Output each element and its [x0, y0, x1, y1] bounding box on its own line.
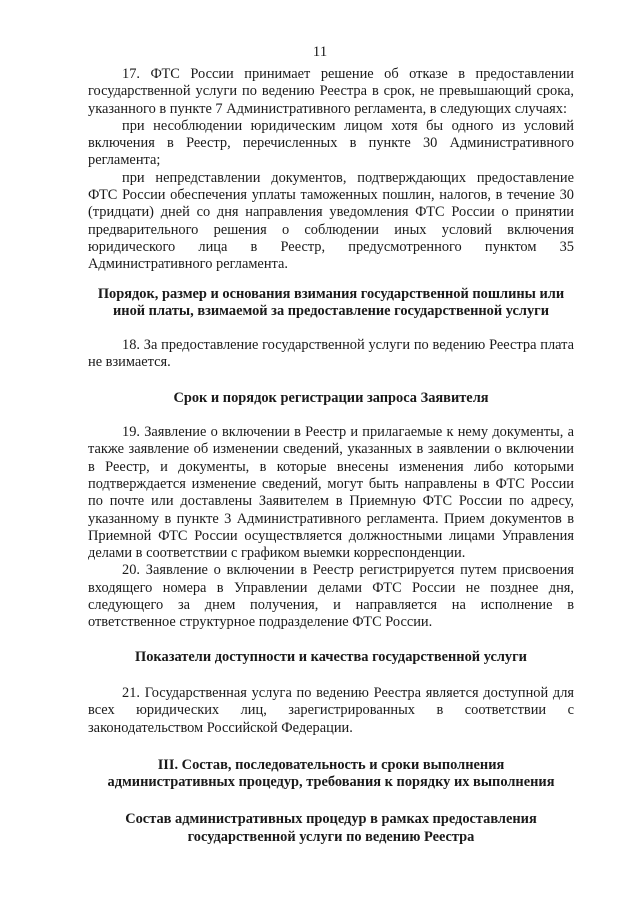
page-number: 11 — [312, 44, 328, 60]
heading-indicators: Показатели доступности и качества государственной услуги — [135, 648, 527, 665]
heading-fee: Порядок, размер и основания взимания государственной пошлины или иной платы, взимаемой за предоставление государственной услуги — [97, 285, 565, 319]
paragraph-17: 17. ФТС России принимает решение об отказе в предоставлении государственной услуги по ведению Реестра в срок, не превышающий срока, указанного в пункте 7 Административного регламента, в следующих случаях: — [88, 66, 574, 117]
paragraph-17-case-2: при непредставлении документов, подтверждающих предоставление ФТС России обеспечения уплаты таможенных пошлин, налогов, в течение 30 (тридцати) дней со дня направления уведомления ФТС России о принятии предварительного решения о соблюдении иных условий включения юридического лица в Реестр, предусмотренного пунктом 35 Административного регламента. — [88, 169, 574, 273]
procedures-heading-line-2: государственной услуги по ведению Реестра — [187, 828, 475, 845]
paragraph-17-case-1: при несоблюдении юридическим лицом хотя бы одного из условий включения в Реестр, перечисленных в пункте 30 Административного регламента; — [88, 117, 574, 169]
procedures-heading — [88, 811, 574, 846]
section-3-heading-line-2: административных процедур, требования к порядку их выполнения — [107, 774, 555, 791]
paragraph-18: 18. За предоставление государственной услуги по ведению Реестра плата не взимается. — [88, 337, 574, 371]
heading-registration: Срок и порядок регистрации запроса Заявителя — [173, 389, 489, 406]
section-3-heading-line-1: III. Состав, последовательность и сроки выполнения — [157, 756, 505, 773]
document-body — [88, 66, 574, 846]
procedures-heading-line-1: Состав административных процедур в рамках предоставления — [125, 811, 537, 828]
paragraph-19: 19. Заявление о включении в Реестр и прилагаемые к нему документы, а также заявление об изменении сведений, указанных в заявлении о включении в Реестр, и документы, в которые внесены изменения либо которыми подтверждается изменение сведений, могут быть направлены в ФТС России по почте или доставлены Заявителем в Приемную ФТС России по адресу, указанному в пункте 3 Административного регламента. Прием документов в Приемной ФТС России осуществляется должностными лицами Управления делами в соответствии с графиком выемки корреспонденции. — [88, 424, 574, 562]
paragraph-21: 21. Государственная услуга по ведению Реестра является доступной для всех юридических лиц, зарегистрированных в соответствии с законодательством Российской Федерации. — [88, 684, 574, 736]
paragraph-20: 20. Заявление о включении в Реестр регистрируется путем присвоения входящего номера в Управлении делами ФТС России не позднее дня, следующего за днем получения, и направляется на исполнение в ответственное структурное подразделение ФТС России. — [88, 562, 574, 631]
section-3-heading — [88, 757, 574, 792]
